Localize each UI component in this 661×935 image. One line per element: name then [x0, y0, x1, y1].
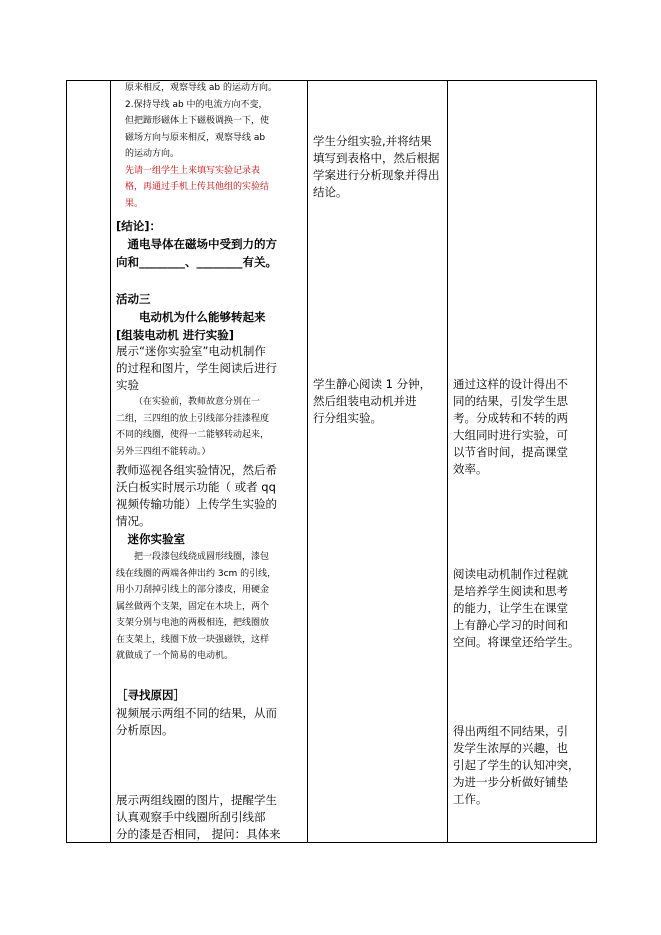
conclusion-line: 向和________、________有关。	[116, 255, 277, 269]
reason-heading	[116, 686, 308, 704]
assemble-heading: [组装电动机 进行实验]	[116, 328, 235, 342]
student-activity-2	[313, 376, 448, 427]
text-line: 把一段漆包线绕成圆形线圈，漆包	[134, 552, 270, 562]
red-instruction: 先请一组学生上来填写实验记录表	[125, 165, 261, 176]
text-line: 展示两组线圈的图片，提醒学生	[116, 793, 277, 807]
mini-lab-text	[116, 549, 306, 665]
show-paragraph	[116, 343, 308, 394]
text-line: 视频传输功能）上传学生实验的	[116, 497, 277, 511]
mini-lab-heading	[116, 530, 308, 548]
text-line: 视频展示两组不同的结果，从而	[116, 706, 277, 720]
text-line: 支架分别与电池的两极相连，把线圈放	[116, 618, 270, 628]
text-line: 就做成了一个简易的电动机。	[116, 651, 234, 661]
text-line: 分的漆是否相同， 提问：具体来	[116, 827, 281, 841]
text-line: 空间。将课堂还给学生。	[453, 635, 580, 649]
text-line: 实验	[116, 378, 139, 392]
design-intent-2	[453, 566, 595, 651]
red-instruction: 果。	[125, 198, 144, 209]
text-line: 同的结果，引发学生思	[453, 394, 568, 408]
text-line: 通过这样的设计得出不	[453, 377, 568, 391]
text-line: 考。分成转和不转的两	[453, 411, 568, 425]
text-line: 沃白板实时展示功能（ 或者 qq	[116, 480, 276, 494]
text-line: 的过程和图片，学生阅读后进行	[116, 361, 277, 375]
activity3-title: 活动三	[116, 292, 151, 306]
text-line: 学案进行分析现象并得出	[313, 168, 440, 182]
step2-line: 磁场方向与原来相反，观察导线 ab	[125, 132, 266, 143]
reason-paragraph	[116, 705, 308, 739]
text-line: 学生分组实验,并将结果	[313, 134, 432, 148]
text-line: 引起了学生的认知冲突，	[453, 758, 580, 772]
text-line: 得出两组不同结果，引	[453, 724, 568, 738]
text-line: 不同的线圈，使得一二能够转动起来，	[116, 430, 270, 440]
conclusion-line: 通电导体在磁场中受到力的方	[127, 237, 277, 251]
text-line: ［寻找原因］	[116, 688, 185, 702]
design-intent-3	[453, 723, 595, 808]
design-intent-1	[453, 376, 595, 478]
text-line: 教师巡视各组实验情况，然后希	[116, 463, 277, 477]
text-line: 行分组实验。	[313, 411, 382, 425]
text-line: 阅读电动机制作过程就	[453, 567, 568, 581]
conclusion-heading: [结论]：	[116, 219, 162, 233]
text-line: 线在线圈的两端各伸出约 3cm 的引线，	[116, 568, 277, 579]
step2-line: 的运动方向。	[125, 149, 180, 159]
text-line: 另外三四组不能转动。）	[116, 446, 211, 457]
text-line: 认真观察手中线圈所刮引线部	[116, 810, 266, 824]
text-line: 为进一步分析做好铺垫	[453, 775, 568, 789]
text-line: 大组同时进行实验，可	[453, 428, 568, 442]
text-line: 以节省时间，提高课堂	[453, 445, 568, 459]
text-line: 然后组装电动机并进	[313, 394, 417, 408]
step2-line: 2.保持导线 ab 中的电流方向不变，	[125, 99, 268, 110]
teacher-note	[116, 394, 306, 460]
text-line: 填写到表格中，然后根据	[313, 151, 440, 165]
column-divider	[110, 81, 111, 842]
red-instruction: 格，再通过手机上传其他组的实验结	[125, 182, 270, 192]
text-line: 结论。	[313, 185, 348, 199]
step1-continued: 原来相反，观察导线 ab 的运动方向。	[125, 83, 277, 93]
text-line: 的能力，让学生在课堂	[453, 601, 568, 615]
text-line: 二组，三四组的放上引线部分挂漆程度	[116, 413, 270, 424]
text-line: 属丝做两个支架，固定在木块上，两个	[116, 601, 270, 612]
text-line: 工作。	[453, 792, 488, 806]
activity3-subtitle: 电动机为什么能够转起来	[139, 310, 266, 324]
conclusion-block	[116, 217, 308, 271]
text-line: 是培养学生阅读和思考	[453, 584, 568, 598]
activity3-block	[116, 290, 308, 344]
text-line: 上有静心学习的时间和	[453, 618, 568, 632]
text-line: 效率。	[453, 462, 488, 476]
text-line: 用小刀刮掉引线上的部分漆皮，用硬金	[116, 585, 270, 595]
step2-line: 但把蹄形磁体上下磁极调换一下，使	[125, 116, 270, 126]
text-line: 分析原因。	[116, 723, 174, 737]
text-line: （在实验前，教师故意分别在一	[134, 397, 261, 407]
text-line: 在支架上，线圈下放一块强磁铁，这样	[116, 634, 270, 645]
text-line: 发学生浓厚的兴趣，也	[453, 741, 568, 755]
text-line: 学生静心阅读 1 分钟，	[313, 377, 432, 391]
experiment-steps	[125, 80, 305, 212]
text-line: 情况。	[116, 514, 151, 528]
student-activity-1	[313, 133, 448, 201]
text-line: 迷你实验室	[127, 532, 185, 546]
coil-paragraph	[116, 792, 308, 843]
text-line: 展示“迷你实验室”电动机制作	[116, 344, 266, 358]
tour-paragraph	[116, 462, 308, 530]
